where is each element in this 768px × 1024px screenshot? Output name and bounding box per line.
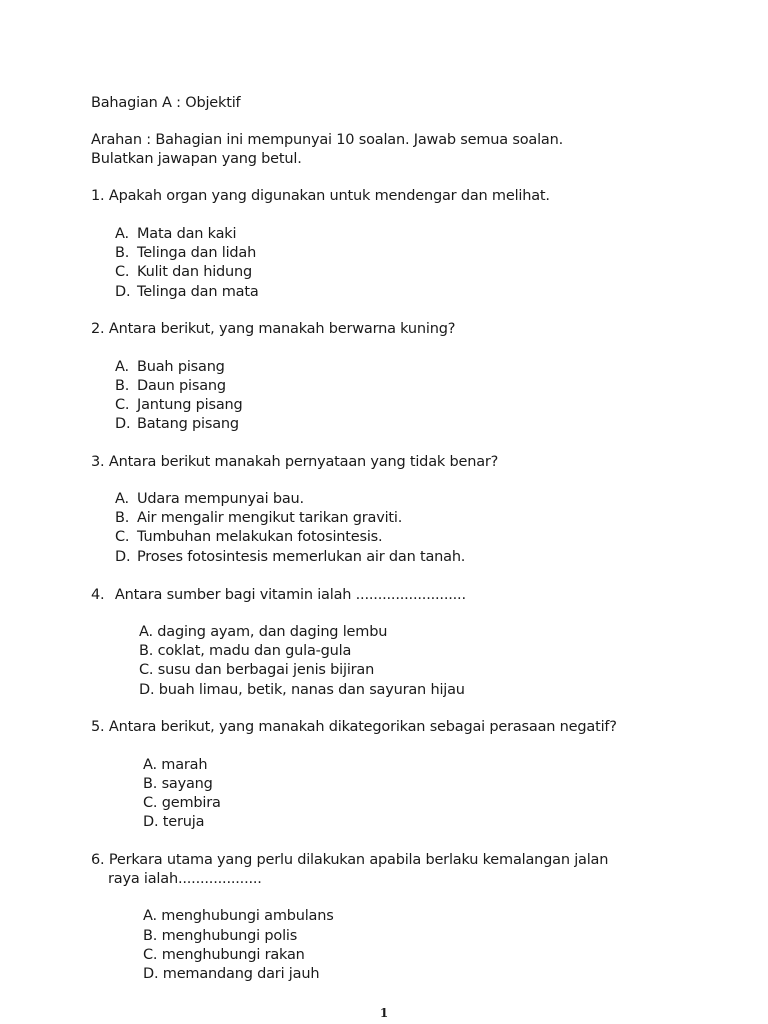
option-letter: B. (115, 510, 130, 526)
option-1b (115, 244, 256, 263)
option-text: Mata dan kaki (137, 226, 237, 242)
option-text: Daun pisang (137, 378, 226, 394)
option-4d: D. buah limau, betik, nanas dan sayuran hijau (139, 682, 465, 698)
option-text: Udara mempunyai bau. (137, 491, 304, 507)
option-text: Tumbuhan melakukan fotosintesis. (137, 529, 383, 545)
question-text: Antara sumber bagi vitamin ialah ......................... (114, 587, 466, 603)
page-number: 1 (379, 1006, 389, 1020)
question-4 (91, 586, 466, 605)
option-text: Telinga dan lidah (137, 245, 257, 261)
option-2c (115, 396, 243, 415)
question-3 (91, 453, 498, 472)
option-text: Proses fotosintesis memerlukan air dan tanah. (137, 549, 466, 565)
option-6a: A. menghubungi ambulans (143, 908, 334, 924)
option-6c: C. menghubungi rakan (143, 947, 305, 963)
option-1a (115, 225, 236, 244)
option-2b (115, 377, 226, 396)
option-text: Buah pisang (137, 359, 225, 375)
question-5 (91, 718, 617, 737)
option-6b: B. menghubungi polis (143, 928, 298, 944)
option-2a (115, 358, 225, 377)
option-letter: C. (115, 397, 130, 413)
option-letter: D. (115, 284, 131, 300)
question-number: 4. (91, 587, 105, 603)
option-letter: A. (115, 359, 129, 375)
question-number: 6. (91, 852, 105, 868)
option-5a: A. marah (143, 757, 208, 773)
section-title: Bahagian A : Objektif (91, 95, 241, 111)
option-5b: B. sayang (143, 776, 213, 792)
question-1 (91, 187, 550, 206)
question-number: 5. (91, 719, 105, 735)
option-text: Telinga dan mata (137, 284, 259, 300)
option-letter: B. (115, 245, 130, 261)
instruction-line-1: Arahan : Bahagian ini mempunyai 10 soalan. Jawab semua soalan. (91, 132, 563, 148)
option-4a: A. daging ayam, dan daging lembu (139, 624, 388, 640)
question-text: Apakah organ yang digunakan untuk mendengar dan melihat. (108, 188, 550, 204)
instruction-line-2: Bulatkan jawapan yang betul. (91, 151, 302, 167)
option-1d (115, 283, 259, 302)
question-text: Antara berikut, yang manakah berwarna kuning? (108, 321, 456, 337)
question-text: Antara berikut, yang manakah dikategorikan sebagai perasaan negatif? (108, 719, 617, 735)
option-1c (115, 263, 252, 282)
option-letter: B. (115, 378, 130, 394)
question-text: Antara berikut manakah pernyataan yang tidak benar? (108, 454, 499, 470)
option-5c: C. gembira (143, 795, 221, 811)
option-6d: D. memandang dari jauh (143, 966, 320, 982)
question-number: 1. (91, 188, 105, 204)
question-6-continuation: raya ialah................... (108, 871, 262, 887)
option-letter: D. (115, 549, 131, 565)
option-letter: C. (115, 264, 130, 280)
option-3c (115, 528, 382, 547)
option-text: Jantung pisang (137, 397, 243, 413)
option-text: Air mengalir mengikut tarikan graviti. (137, 510, 403, 526)
question-2 (91, 320, 455, 339)
option-letter: C. (115, 529, 130, 545)
option-text: Kulit dan hidung (137, 264, 253, 280)
question-number: 2. (91, 321, 105, 337)
option-letter: A. (115, 491, 129, 507)
option-2d (115, 415, 239, 434)
option-4c: C. susu dan berbagai jenis bijiran (139, 662, 375, 678)
option-3d (115, 548, 465, 567)
option-5d: D. teruja (143, 814, 205, 830)
question-text: Perkara utama yang perlu dilakukan apabila berlaku kemalangan jalan (108, 852, 609, 868)
option-3b (115, 509, 402, 528)
option-4b: B. coklat, madu dan gula-gula (139, 643, 352, 659)
option-3a (115, 490, 304, 509)
option-letter: D. (115, 416, 131, 432)
option-text: Batang pisang (137, 416, 239, 432)
option-letter: A. (115, 226, 129, 242)
question-6 (91, 851, 608, 870)
question-number: 3. (91, 454, 105, 470)
